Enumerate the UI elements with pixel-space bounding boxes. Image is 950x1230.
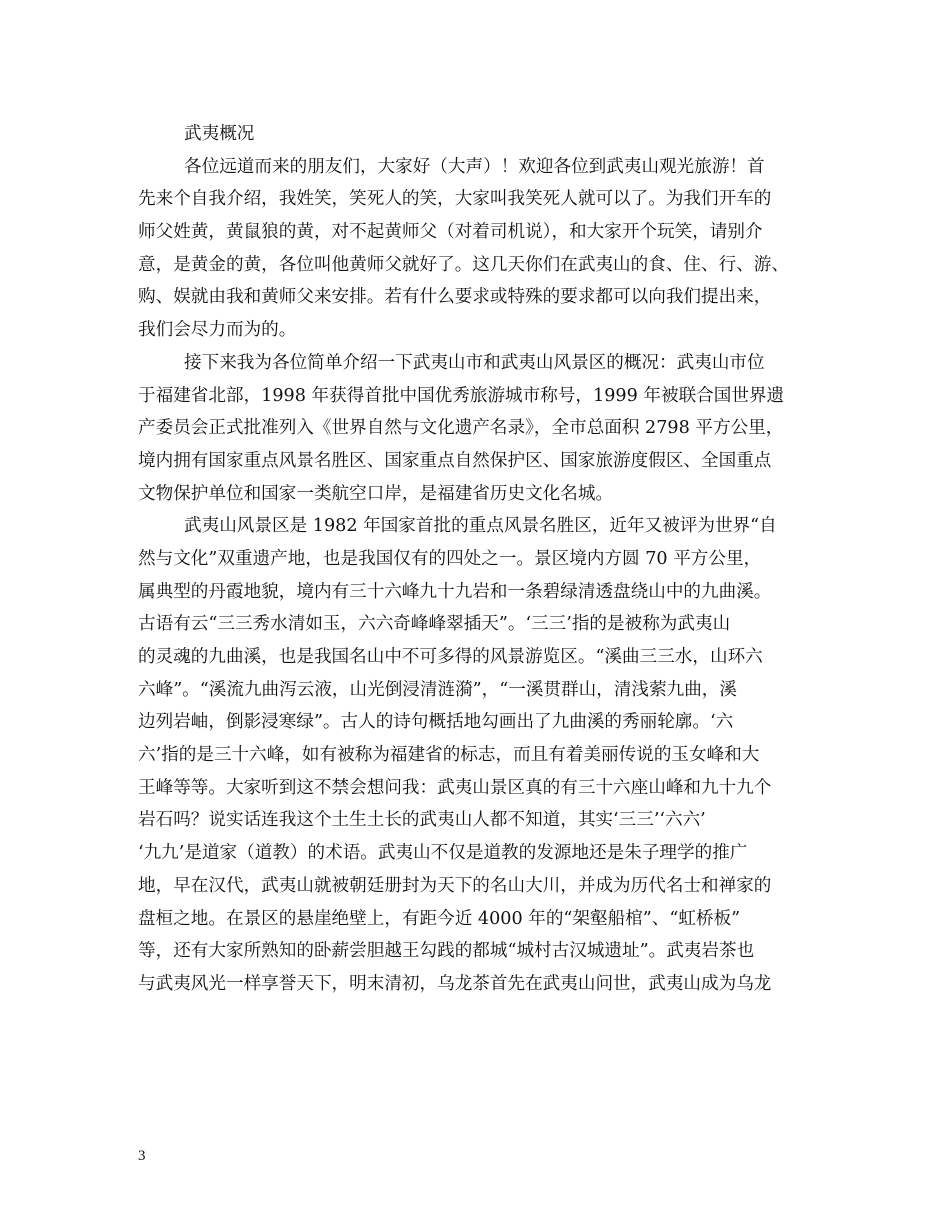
text-line: 先来个自我介绍，我姓笑，笑死人的笑，大家叫我笑死人就可以了。为我们开车的 — [138, 189, 772, 210]
text-line: 王峰等等。大家听到这不禁会想问我：武夷山景区真的有三十六座山峰和九十九个 — [138, 777, 772, 798]
text-line: 我们会尽力而为的。 — [138, 320, 297, 341]
text-line: 于福建省北部，1998 年获得首批中国优秀旅游城市称号，1999 年被联合国世界遗 — [138, 385, 785, 406]
text-line: 属典型的丹霞地貌，境内有三十六峰九十九岩和一条碧绿清透盘绕山中的九曲溪。 — [138, 581, 772, 602]
text-line: 武夷山风景区是 1982 年国家首批的重点风景名胜区，近年又被评为世界“自 — [184, 516, 777, 537]
text-line: 岩石吗？说实话连我这个土生土长的武夷山人都不知道，其实‘三三’‘六六’ — [138, 810, 706, 831]
text-line: ‘九九’是道家（道教）的术语。武夷山不仅是道教的发源地还是朱子理学的推广 — [138, 843, 748, 864]
text-line: 地，早在汉代，武夷山就被朝廷册封为天下的名山大川，并成为历代名士和禅家的 — [138, 875, 772, 896]
text-line: 盘桓之地。在景区的悬崖绝壁上，有距今近 4000 年的“架壑船棺”、“虹桥板” — [138, 908, 741, 929]
text-line: 各位远道而来的朋友们，大家好（大声）！欢迎各位到武夷山观光旅游！首 — [184, 156, 765, 177]
text-line: 产委员会正式批准列入《世界自然与文化遗产名录》，全市总面积 2798 平方公里， — [138, 418, 784, 439]
document-title: 武夷概况 — [184, 124, 255, 144]
text-line: 六峰”。“溪流九曲泻云液，山光倒浸清涟漪”，“一溪贯群山，清浅萦九曲，溪 — [138, 679, 737, 700]
text-line: 境内拥有国家重点风景名胜区、国家重点自然保护区、国家旅游度假区、全国重点 — [138, 450, 772, 471]
text-line: 古语有云“三三秀水清如玉，六六奇峰峰翠插天”。‘三三’指的是被称为武夷山 — [138, 614, 731, 635]
text-line: 师父姓黄，黄鼠狼的黄，对不起黄师父（对着司机说），和大家开个玩笑，请别介 — [138, 222, 763, 243]
text-line: 购、娱就由我和黄师父来安排。若有什么要求或特殊的要求都可以向我们提出来， — [138, 287, 772, 308]
text-line: 文物保护单位和国家一类航空口岸，是福建省历史文化名城。 — [138, 483, 614, 504]
page-number: 3 — [138, 1148, 146, 1164]
text-line: 然与文化”双重遗产地，也是我国仅有的四处之一。景区境内方圆 70 平方公里， — [138, 548, 762, 569]
text-line: 的灵魂的九曲溪，也是我国名山中不可多得的风景游览区。“溪曲三三水，山环六 — [138, 647, 763, 667]
text-line: 等，还有大家所熟知的卧薪尝胆越王勾践的都城“城村古汉城遗址”。武夷岩茶也 — [138, 941, 755, 962]
text-line: 六’指的是三十六峰，如有被称为福建省的标志，而且有着美丽传说的玉女峰和大 — [138, 745, 760, 766]
text-line: 与武夷风光一样享誉天下，明末清初，乌龙茶首先在武夷山问世，武夷山成为乌龙 — [138, 973, 772, 994]
text-line: 接下来我为各位简单介绍一下武夷山市和武夷山风景区的概况：武夷山市位 — [184, 352, 765, 373]
text-line: 意，是黄金的黄，各位叫他黄师父就好了。这几天你们在武夷山的食、住、行、游、 — [138, 254, 789, 275]
text-line: 边列岩岫，倒影浸寒绿”。古人的诗句概括地勾画出了九曲溪的秀丽轮廓。‘六 — [138, 712, 734, 733]
document-body — [138, 118, 818, 1001]
